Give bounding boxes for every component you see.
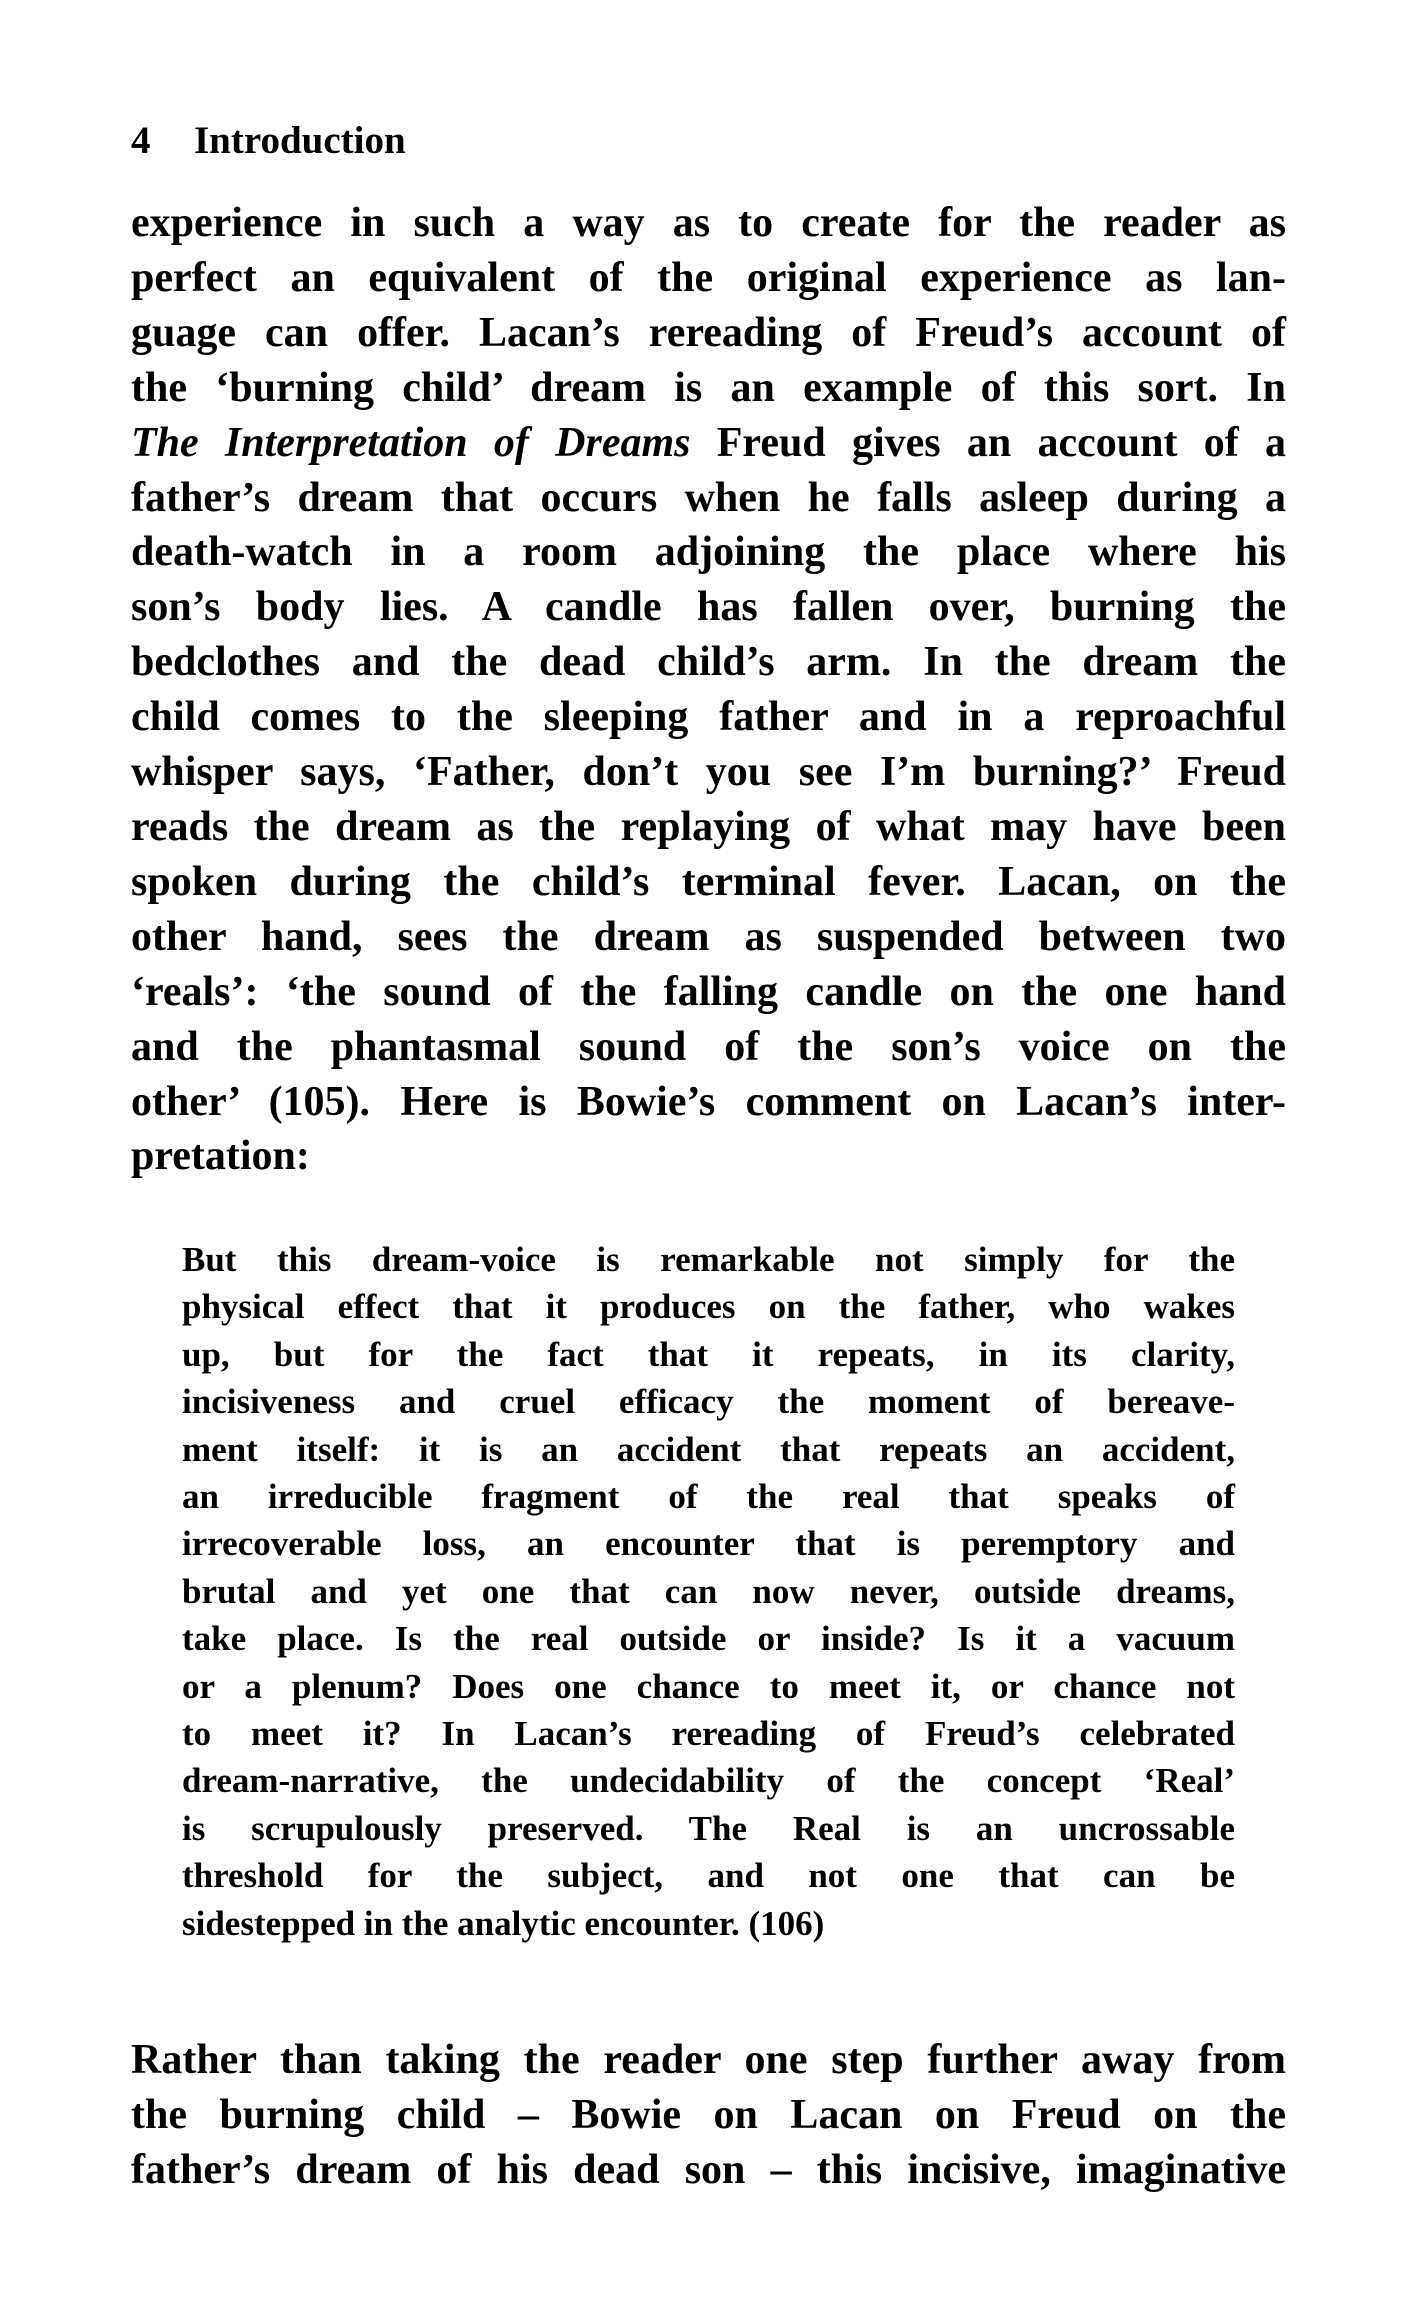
text-line: reads the dream as the replaying of what may have been	[131, 803, 1286, 850]
text-line: pretation:	[131, 1133, 310, 1180]
text-line: bedclothes and the dead child’s arm. In the dream the	[131, 639, 1286, 686]
text-line: the ‘burning child’ dream is an example of this sort. In	[131, 364, 1286, 411]
quote-line: brutal and yet one that can now never, outside dreams,	[182, 1571, 1235, 1611]
quote-line: take place. Is the real outside or inside? Is it a vacuum	[182, 1619, 1235, 1659]
text-line	[131, 416, 1286, 471]
running-head	[131, 118, 406, 164]
book-title: The Interpretation of Dreams	[131, 419, 691, 466]
text-line: death-watch in a room adjoining the place where his	[131, 529, 1286, 576]
quote-line: irrecoverable loss, an encounter that is peremptory and	[182, 1524, 1235, 1564]
text-line: guage can offer. Lacan’s rereading of Freud’s account of	[131, 309, 1286, 356]
text-line: spoken during the child’s terminal fever. Lacan, on the	[131, 858, 1286, 905]
text-line: father’s dream of his dead son – this incisive, imaginative	[131, 2147, 1286, 2193]
block-quote	[182, 1236, 1235, 1947]
quote-line: dream-narrative, the undecidability of the concept ‘Real’	[182, 1761, 1235, 1801]
text-line: ‘reals’: ‘the sound of the falling candle on the one hand	[131, 968, 1286, 1015]
quote-line: up, but for the fact that it repeats, in its clarity,	[182, 1334, 1235, 1374]
text-line: and the phantasmal sound of the son’s voice on the	[131, 1023, 1286, 1070]
body-paragraph	[131, 196, 1286, 1184]
text-line: father’s dream that occurs when he falls asleep during a	[131, 474, 1286, 521]
text-line: other hand, sees the dream as suspended between two	[131, 913, 1286, 960]
quote-line: is scrupulously preserved. The Real is an uncrossable	[182, 1808, 1235, 1848]
text-line: perfect an equivalent of the original experience as lan-	[131, 254, 1286, 301]
text-line: Rather than taking the reader one step further away from	[131, 2037, 1286, 2083]
text-line-rest: Freud gives an account of a	[716, 419, 1287, 466]
quote-line: physical effect that it produces on the father, who wakes	[182, 1287, 1235, 1327]
quote-line: threshold for the subject, and not one that can be	[182, 1856, 1235, 1896]
text-line: other’ (105). Here is Bowie’s comment on Lacan’s inter-	[131, 1078, 1286, 1125]
section-title: Introduction	[194, 119, 406, 162]
closing-paragraph	[131, 2033, 1286, 2198]
quote-line: incisiveness and cruel efficacy the moment of bereave-	[182, 1382, 1235, 1422]
text-line: experience in such a way as to create for the reader as	[131, 200, 1286, 246]
quote-line: an irreducible fragment of the real that speaks of	[182, 1477, 1235, 1517]
quote-line: or a plenum? Does one chance to meet it, or chance not	[182, 1666, 1235, 1706]
text-line: whisper says, ‘Father, don’t you see I’m burning?’ Freud	[131, 749, 1286, 796]
text-line: the burning child – Bowie on Lacan on Freud on the	[131, 2092, 1286, 2138]
text-line: son’s body lies. A candle has fallen over, burning the	[131, 584, 1286, 631]
quote-line: sidestepped in the analytic encounter. (106)	[182, 1903, 825, 1943]
page-number: 4	[131, 119, 151, 162]
quote-line: ment itself: it is an accident that repeats an accident,	[182, 1429, 1235, 1469]
quote-line: But this dream-voice is remarkable not simply for the	[182, 1240, 1235, 1279]
text-line: child comes to the sleeping father and in a reproachful	[131, 694, 1286, 741]
quote-line: to meet it? In Lacan’s rereading of Freud’s celebrated	[182, 1714, 1235, 1754]
